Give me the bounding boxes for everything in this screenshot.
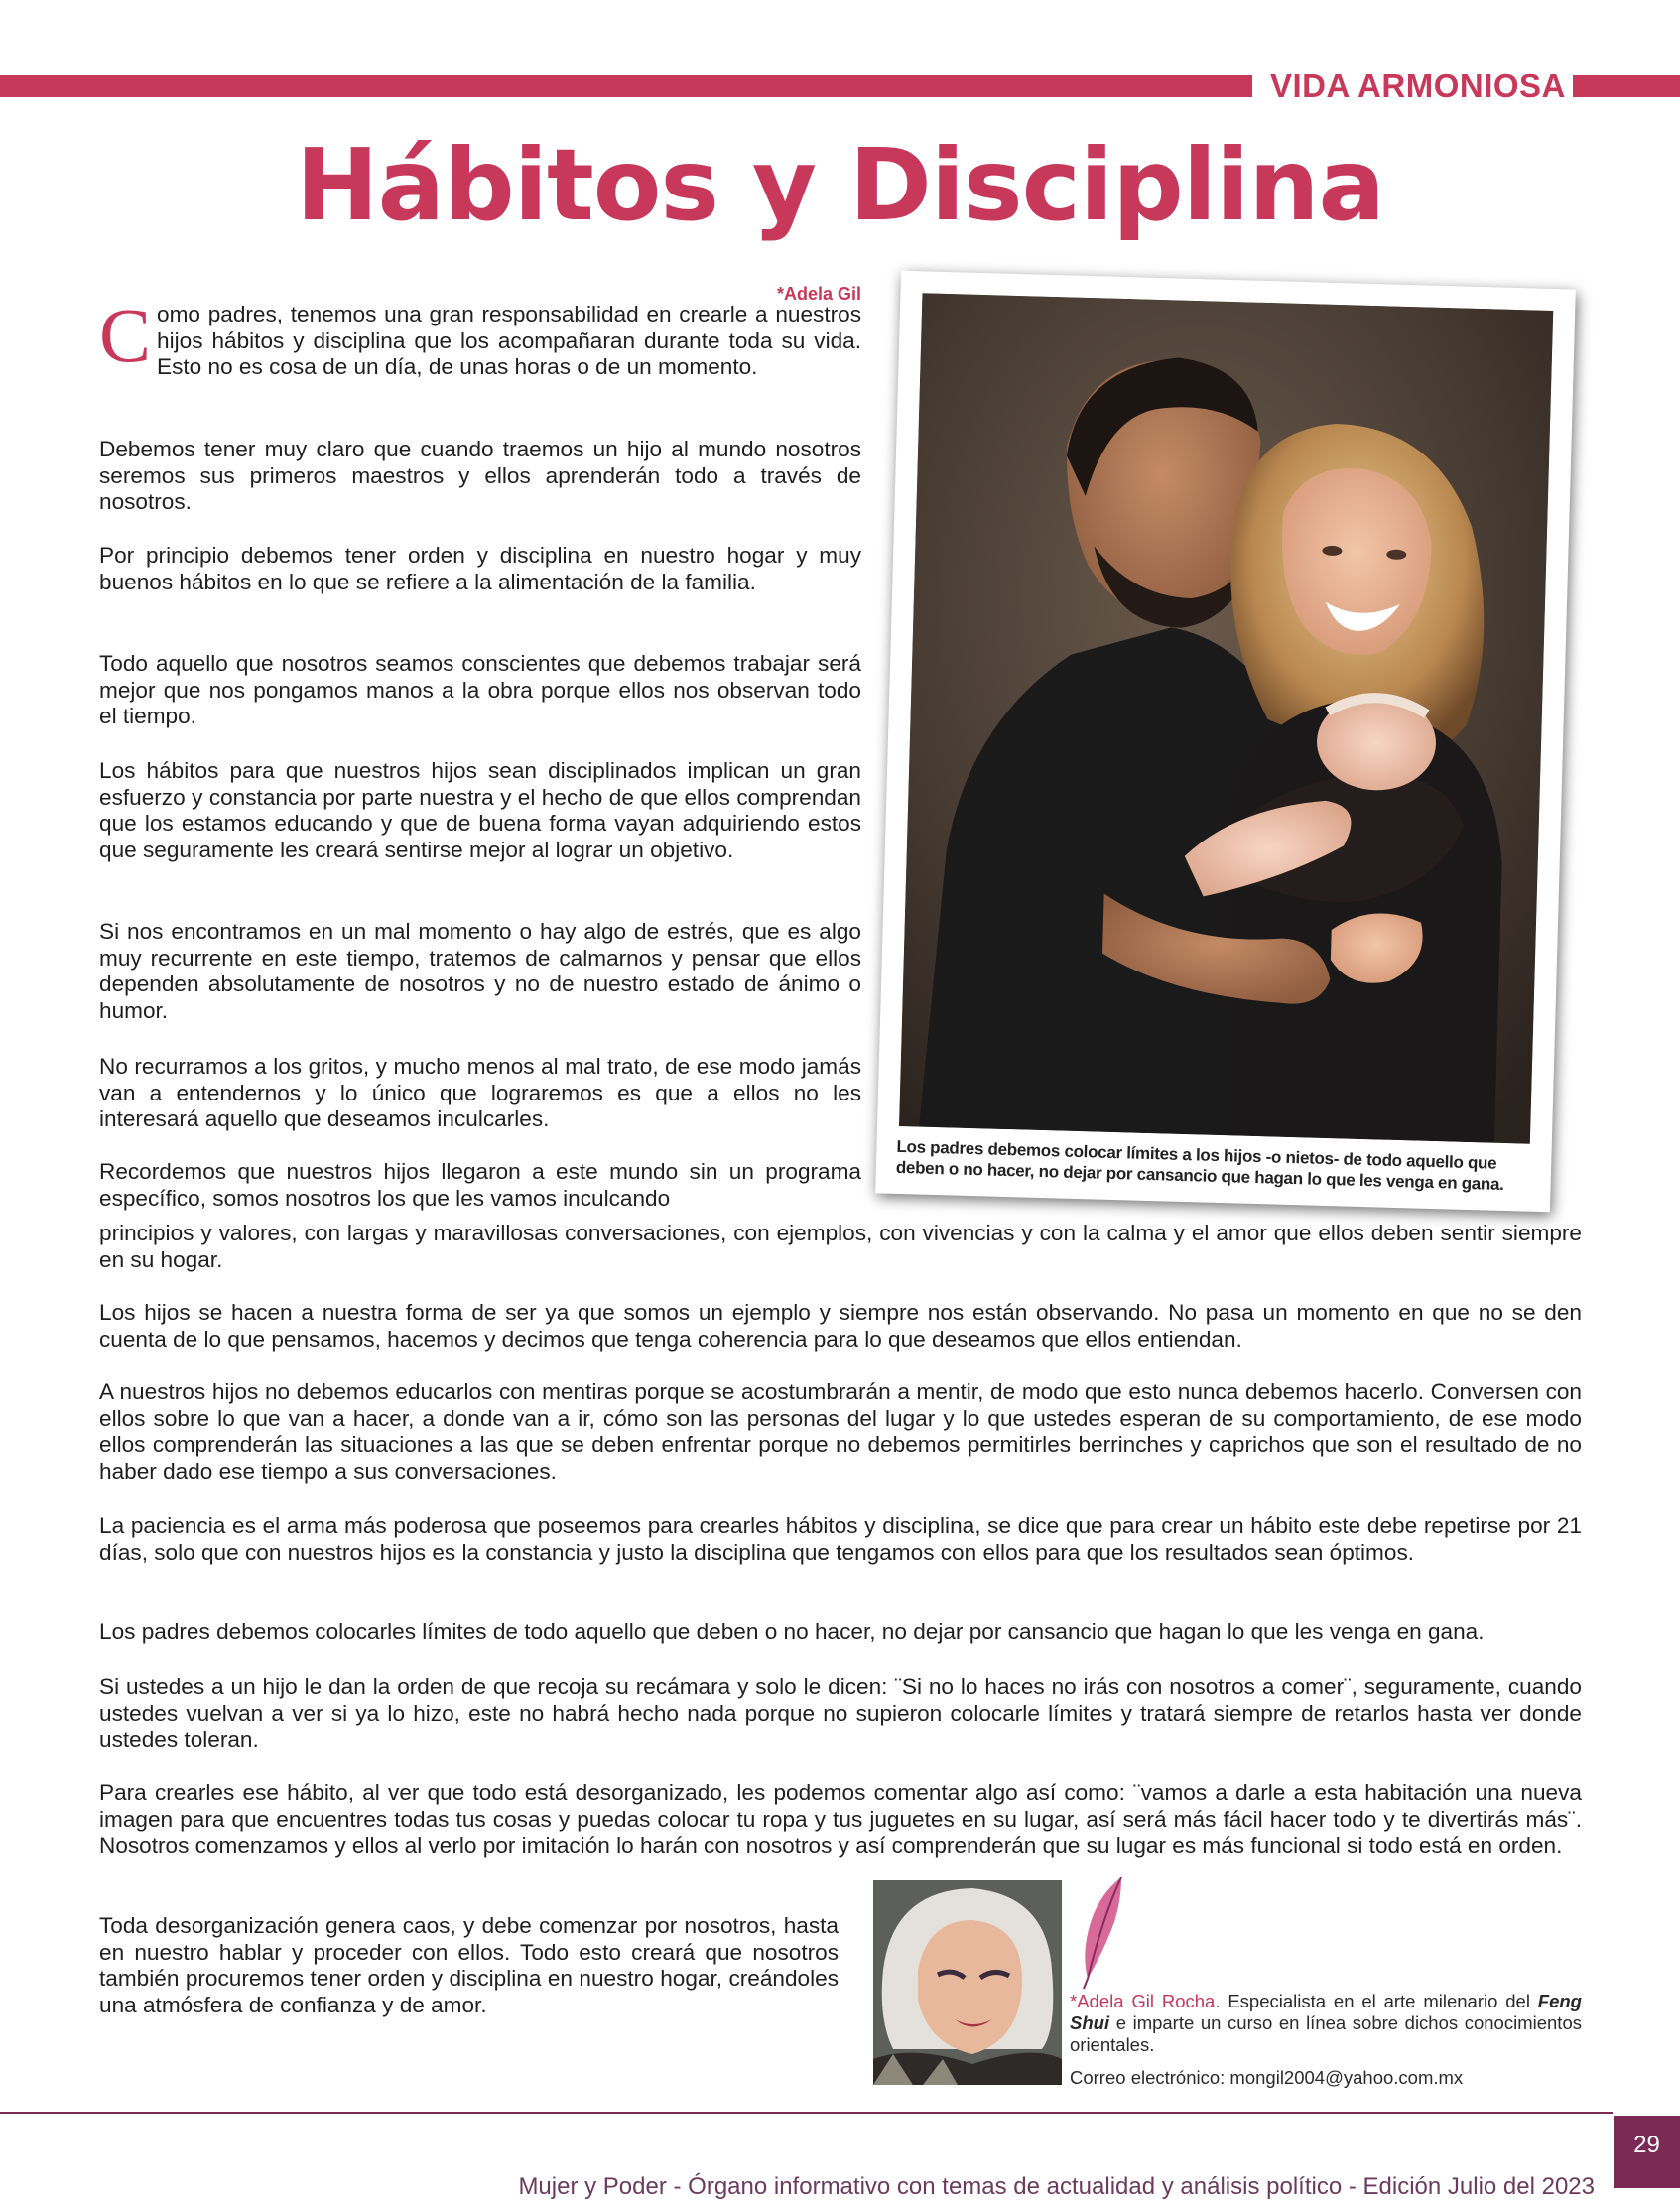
paragraph-1: Como padres, tenemos una gran responsabilidad en crearle a nuestros hijos hábitos y disciplina que los acompañaran durante toda su vida. Esto no es cosa de un día, de unas horas o de un momento. [99,292,861,380]
article-title: Hábitos y Disciplina [295,127,1385,243]
family-photo-frame [875,271,1576,1213]
paragraph-8-continued: principios y valores, con largas y maravillosas conversaciones, con ejemplos, con vivencias y con la calma y el amor que ellos deben sentir siempre en su hogar. [99,1221,1582,1272]
author-portrait [873,1880,1062,2085]
paragraph-2: Debemos tener muy claro que cuando traemos un hijo al mundo nosotros seremos sus primeros maestros y ellos aprenderán todo a través de nosotros. [99,437,861,515]
paragraph-12: Los padres debemos colocarles límites de todo aquello que deben o no hacer, no dejar por cansancio que hagan lo que les venga en gana. [99,1619,1485,1644]
paragraph-7: No recurramos a los gritos, y mucho menos al mal trato, de ese modo jamás van a entendernos y lo único que lograremos es que a ellos no les interesará aquello que deseamos inculcarles. [99,1054,861,1132]
paragraph-15: Toda desorganización genera caos, y debe comenzar por nosotros, hasta en nuestro hablar y proceder con ellos. Todo esto creará que nosotros también procuremos tener orden y disciplina en nuestro hogar, creándoles una atmósfera de confianza y de amor. [99,1913,839,2017]
paragraph-14: Para crearles ese hábito, al ver que todo está desorganizado, les podemos comentar algo así como: ¨vamos a darle a esta habitación una nueva imagen para que encuentres todas tus cosas y puedas colocar tu ropa y tus juguetes en su lugar, así será más fácil hacer todo y te divertirás más¨. Nosotros comenzamos y ellos al verlo por imitación lo harán con nosotros y así comprenderán que su lugar es más funcional si todo está en orden. [99,1780,1582,1859]
page-number: 29 [1614,2116,1680,2188]
paragraph-9: Los hijos se hacen a nuestra forma de ser ya que somos un ejemplo y siempre nos están observando. No pasa un momento en que no se den cuenta de lo que pensamos, hacemos y decimos que tenga coherencia para lo que deseamos que ellos entiendan. [99,1300,1582,1352]
paragraph-4: Todo aquello que nosotros seamos conscientes que debemos trabajar será mejor que nos pongamos manos a la obra porque ellos nos observan todo el tiempo. [99,651,861,729]
family-photo [899,293,1553,1143]
footer-text: Mujer y Poder - Órgano informativo con temas de actualidad y análisis político - Edición Julio del 2023 [518,2173,1595,2200]
footer-rule [0,2112,1613,2114]
paragraph-6: Si nos encontramos en un mal momento o hay algo de estrés, que es algo muy recurrente en este tiempo, tratemos de calmarnos y pensar que ellos dependen absolutamente de nosotros y no de nuestro estado de ánimo o humor. [99,919,861,1023]
paragraph-3: Por principio debemos tener orden y disciplina en nuestro hogar y muy buenos hábitos en lo que se refiere a la alimentación de la familia. [99,543,861,594]
quill-icon [1072,1876,1131,1990]
family-photo-illustration [899,293,1553,1143]
feng-shui-term: Feng Shui [1070,1991,1582,2033]
header-rule-left [0,75,1252,97]
author-byline: *Adela Gil [776,284,861,304]
author-bio: *Adela Gil Rocha. Especialista en el arte milenario del Feng Shui e imparte un curso en línea sobre dichos conocimientos orientales. [1070,1991,1582,2055]
paragraph-13: Si ustedes a un hijo le dan la orden de que recoja su recámara y solo le dicen: ¨Si no lo haces no irás con nosotros a comer¨, seguramente, cuando ustedes vuelvan a ver si ya lo hizo, este no habrá hecho nada porque no supieron colocarle límites y tratará siempre de retarlos hasta ver donde ustedes toleran. [99,1674,1582,1752]
paragraph-5: Los hábitos para que nuestros hijos sean disciplinados implican un gran esfuerzo y constancia por parte nuestra y el hecho de que ellos comprendan que los estamos educando y que de buena forma vayan adquiriendo estos que seguramente les creará sentirse mejor al lograr un objetivo. [99,758,861,862]
header-rule-right [1573,75,1680,97]
drop-cap: C [99,292,152,378]
author-bio-name: *Adela Gil Rocha. [1070,1991,1221,2011]
paragraph-11: La paciencia es el arma más poderosa que poseemos para crearles hábitos y disciplina, se dice que para crear un hábito este debe repetirse por 21 días, solo que con nuestros hijos es la constancia y justo la disciplina que tengamos con ellos para que los resultados sean óptimos. [99,1513,1582,1565]
paragraph-10: A nuestros hijos no debemos educarlos con mentiras porque se acostumbrarán a mentir, de modo que esto nunca debemos hacerlo. Conversen con ellos sobre lo que van a hacer, a donde van a ir, cómo son las personas del lugar y lo que ustedes esperan de su comportamiento, de ese modo ellos comprenderán las situaciones a las que se deben enfrentar porque no debemos permitirles berrinches y caprichos que son el resultado de no haber dado ese tiempo a sus conversaciones. [99,1379,1582,1484]
photo-caption: Los padres debemos colocar límites a los hijos -o nietos- de todo aquello que deben o no hacer, no dejar por cansancio que hagan lo que les venga en gana. [895,1136,1504,1195]
author-photo [873,1880,1062,2085]
author-email: Correo electrónico: mongil2004@yahoo.com.mx [1070,2067,1464,2088]
section-label: VIDA ARMONIOSA [1270,67,1566,104]
paragraph-8: Recordemos que nuestros hijos llegaron a este mundo sin un programa específico, somos nosotros los que les vamos inculcando [99,1159,861,1211]
